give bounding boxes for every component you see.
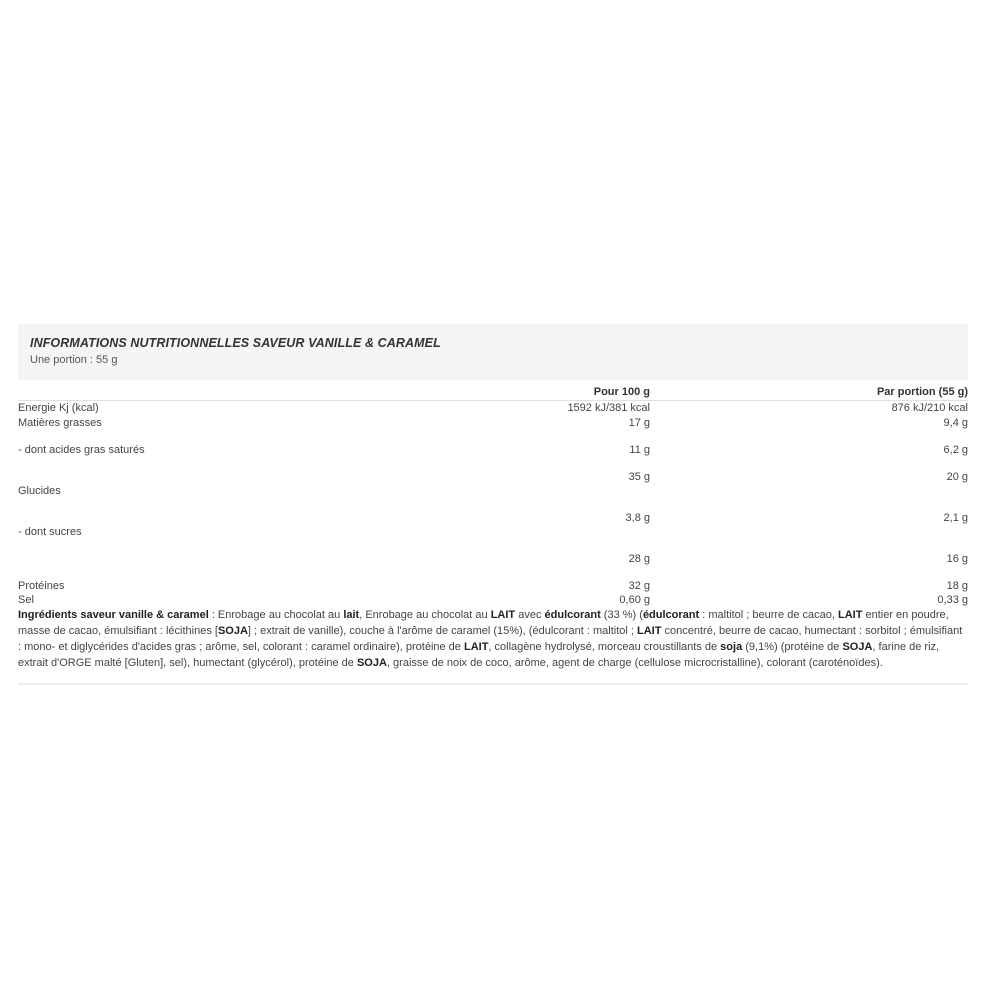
table-row [18,401,968,416]
ingredients-text [18,607,968,671]
value-per-portion: 876 kJ/210 kcal [891,402,968,414]
table-row [18,511,968,525]
nutrient-label: - dont sucres [18,526,82,538]
nutrient-label: Sel [18,594,34,606]
table-row [18,579,968,593]
nutrient-label: Protéines [18,580,65,592]
value-per-portion: 2,1 g [943,512,968,524]
ingredient-highlight: Ingrédients saveur vanille & caramel [18,609,209,621]
value-per-100g: 28 g [628,553,650,565]
nutrient-label: Glucides [18,485,61,497]
value-per-portion: 18 g [946,580,968,592]
ingredient-text: : Enrobage au chocolat au [208,609,344,621]
table-row [18,484,968,511]
ingredient-highlight: LAIT [463,641,489,653]
ingredient-text: : maltitol ; beurre de cacao, [699,609,838,621]
nutrition-panel [18,324,968,685]
ingredient-text: , graisse de noix de coco, arôme, agent de charge (cellulose microcristalline), colorant (caroténoïdes). [386,657,883,669]
ingredient-highlight: LAIT [637,625,662,637]
value-per-portion: 16 g [946,553,968,565]
table-row [18,470,968,484]
table-row [18,443,968,470]
nutrient-label: Energie Kj (kcal) [18,402,99,414]
value-per-portion: 20 g [946,471,968,483]
value-per-100g: 32 g [628,580,650,592]
nutrient-label: - dont acides gras saturés [18,444,145,456]
value-per-100g: 35 g [628,471,650,483]
table-row [18,525,968,552]
ingredient-text: avec [515,609,545,621]
ingredient-highlight: édulcorant [642,609,700,621]
ingredient-highlight: SOJA [217,625,248,637]
value-per-100g: 11 g [629,444,650,456]
value-per-100g: 1592 kJ/381 kcal [567,402,650,414]
ingredient-text: entier en poudre, masse de cacao, émulsifiant : lécithines [ [18,609,949,637]
ingredient-text: (9,1%) (protéine de [742,641,843,653]
column-header-per-100g: Pour 100 g [593,386,650,398]
value-per-portion: 9,4 g [943,417,968,429]
ingredient-text: , farine de riz, extrait d'ORGE malté [Gluten], sel), humectant (glycérol), protéine de [18,641,940,669]
ingredient-highlight: lait [343,609,360,621]
ingredient-highlight: soja [720,641,743,653]
portion-size: Une portion : 55 g [30,354,118,366]
nutrition-table [18,384,968,607]
ingredient-text: , Enrobage au chocolat au [359,609,491,621]
ingredient-highlight: LAIT [837,609,863,621]
ingredient-text: (33 %) ( [600,609,643,621]
table-row [18,593,968,607]
value-per-100g: 17 g [628,417,650,429]
ingredient-highlight: SOJA [356,657,387,669]
table-row [18,552,968,579]
ingredient-text: ] ; extrait de vanille), couche à l'arôme de caramel (15%), (édulcorant : maltitol ; [247,625,638,637]
value-per-100g: 3,8 g [625,512,650,524]
ingredient-highlight: SOJA [842,641,873,653]
value-per-portion: 0,33 g [937,594,968,606]
divider [18,683,968,685]
table-row [18,416,968,443]
ingredient-text: concentré, beurre de cacao, humectant : sorbitol ; émulsifiant : mono- et diglycérides d'acides gras ; arôme, sel, colorant : caramel ordinaire), protéine de [18,625,963,653]
nutrient-label: Matières grasses [18,417,102,429]
column-header-per-portion: Par portion (55 g) [876,386,968,398]
table-body [18,401,968,607]
table-header [18,384,968,401]
ingredient-highlight: LAIT [490,609,516,621]
ingredient-highlight: édulcorant [544,609,601,621]
value-per-100g: 0,60 g [619,594,650,606]
nutrition-header [18,324,968,380]
page-title: INFORMATIONS NUTRITIONNELLES SAVEUR VANILLE & CARAMEL [30,336,441,350]
value-per-portion: 6,2 g [943,444,968,456]
ingredient-text: , collagène hydrolysé, morceau croustillants de [488,641,721,653]
